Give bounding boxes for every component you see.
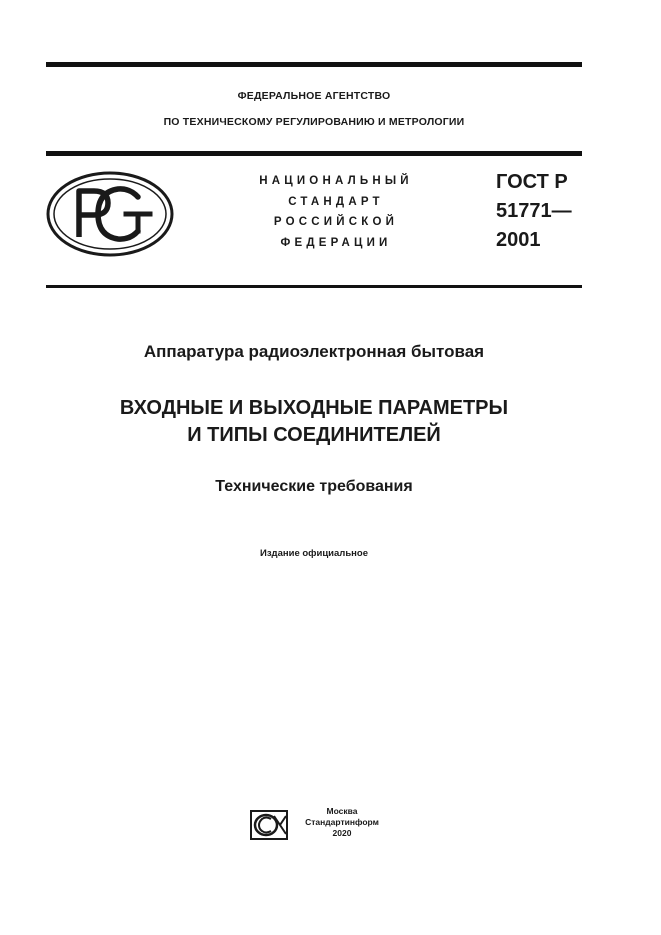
main-title xyxy=(46,395,582,449)
national-standard-line: НАЦИОНАЛЬНЫЙ xyxy=(259,175,413,187)
agency-line-1: ФЕДЕРАЛЬНОЕ АГЕНТСТВО xyxy=(237,90,391,102)
lower-rule xyxy=(46,285,582,288)
designation-line: 51771— xyxy=(496,200,572,222)
edition-note: Издание официальное xyxy=(260,548,368,559)
standartinform-logo-icon xyxy=(250,810,288,840)
national-standard-heading xyxy=(236,171,436,253)
publisher-name: Стандартинформ xyxy=(305,817,379,827)
national-standard-line: РОССИЙСКОЙ xyxy=(273,216,399,228)
publisher-city: Москва xyxy=(326,806,358,816)
top-rule xyxy=(46,62,582,67)
rst-certification-emblem-icon xyxy=(46,171,174,257)
main-title-line: ВХОДНЫЕ И ВЫХОДНЫЕ ПАРАМЕТРЫ xyxy=(119,397,509,419)
middle-rule xyxy=(46,151,582,156)
designation-line: ГОСТ Р xyxy=(496,171,568,193)
standard-designation xyxy=(496,168,572,255)
subject-title: Аппаратура радиоэлектронная бытовая xyxy=(143,342,485,361)
publisher-year: 2020 xyxy=(332,828,352,838)
agency-line-2: ПО ТЕХНИЧЕСКОМУ РЕГУЛИРОВАНИЮ И МЕТРОЛОГИИ xyxy=(163,116,465,128)
main-title-line: И ТИПЫ СОЕДИНИТЕЛЕЙ xyxy=(187,424,441,446)
subtitle: Технические требования xyxy=(215,478,413,495)
national-standard-line: ФЕДЕРАЦИИ xyxy=(280,236,392,249)
designation-line: 2001 xyxy=(496,229,541,251)
publisher-info xyxy=(300,806,384,839)
national-standard-line: СТАНДАРТ xyxy=(288,195,384,208)
